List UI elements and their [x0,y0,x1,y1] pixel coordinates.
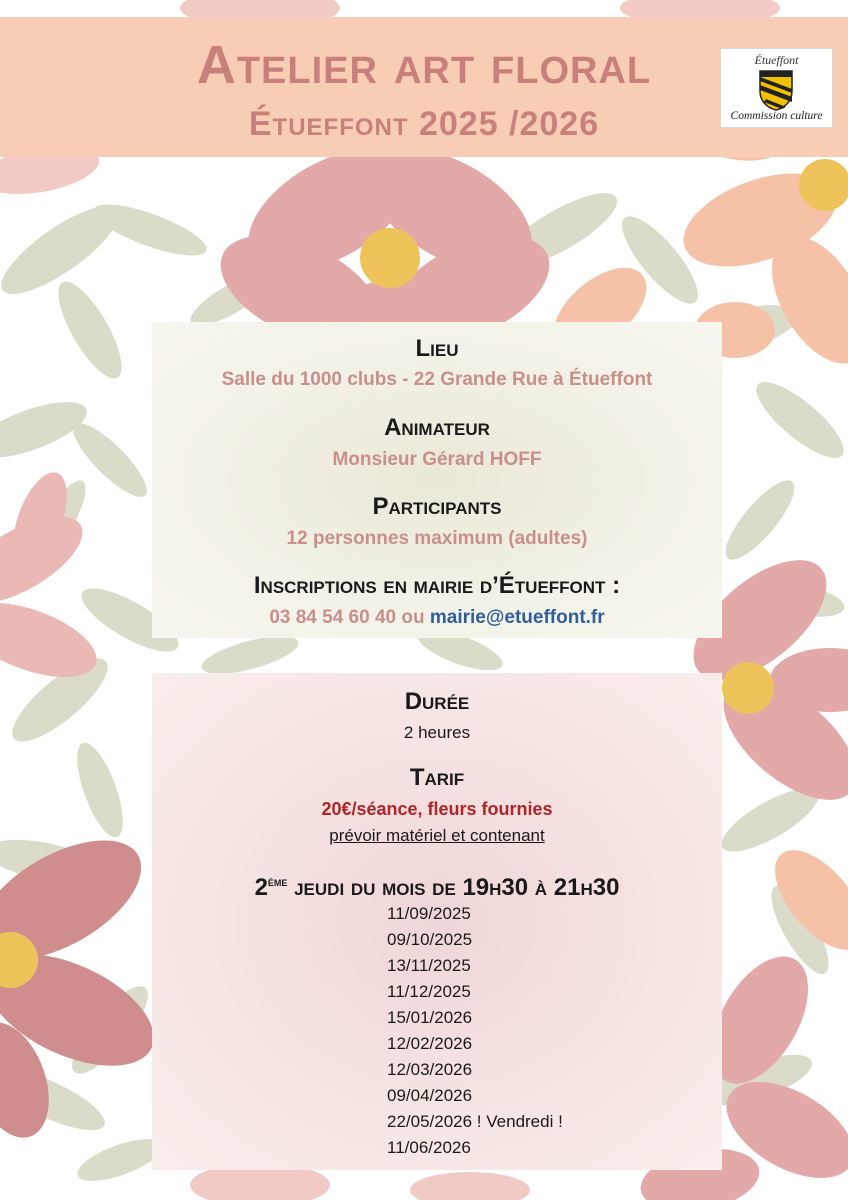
date-item: 11/12/2025 [387,982,471,1001]
session-dates [387,901,687,1161]
page-subtitle: Étueffont 2025 /2026 [248,105,600,143]
lieu-value: Salle du 1000 clubs - 22 Grande Rue à Étueffont [221,369,653,390]
logo-bottom-text: Commission culture [730,110,823,122]
or-text: ou [396,607,430,628]
session-panel [152,673,722,1170]
lieu-heading: Lieu [415,335,459,362]
page-title: Atelier art floral [196,35,652,95]
date-item: 12/03/2026 [387,1060,473,1079]
date-item: 15/01/2026 [387,1008,473,1027]
date-item: 09/04/2026 [387,1086,473,1105]
date-item: 11/06/2026 [387,1138,471,1157]
duree-heading: Durée [404,688,470,715]
date-item: 11/09/2025 [387,904,471,923]
logo-top-text: Étueffont [754,53,799,67]
duree-value: 2 heures [403,723,471,742]
tarif-heading: Tarif [409,764,465,791]
tarif-note: prévoir matériel et contenant [329,826,545,845]
date-item: 13/11/2025 [387,956,471,975]
tarif-value: 20€/séance, fleurs fournies [321,799,553,819]
date-item: 22/05/2026 ! Vendredi ! [387,1112,563,1131]
participants-value: 12 personnes maximum (adultes) [286,528,588,549]
schedule-prefix: 2 [254,874,268,901]
date-item: 12/02/2026 [387,1034,473,1053]
date-item: 09/10/2025 [387,930,473,949]
info-panel [152,322,722,638]
schedule-rest: jeudi du mois de 19h30 à 21h30 [287,874,620,901]
schedule-sup: ème [267,874,288,889]
commission-culture-logo [720,48,833,128]
inscriptions-heading: Inscriptions en mairie d’Étueffont : [253,572,621,599]
animateur-value: Monsieur Gérard HOFF [332,449,542,470]
participants-heading: Participants [372,493,502,520]
schedule-heading [152,867,722,903]
phone-number: 03 84 54 60 40 [269,607,397,628]
coat-of-arms-icon [758,69,794,111]
animateur-heading: Animateur [384,414,490,441]
contact-line [152,605,722,631]
email-link[interactable]: mairie@etueffont.fr [429,607,605,628]
